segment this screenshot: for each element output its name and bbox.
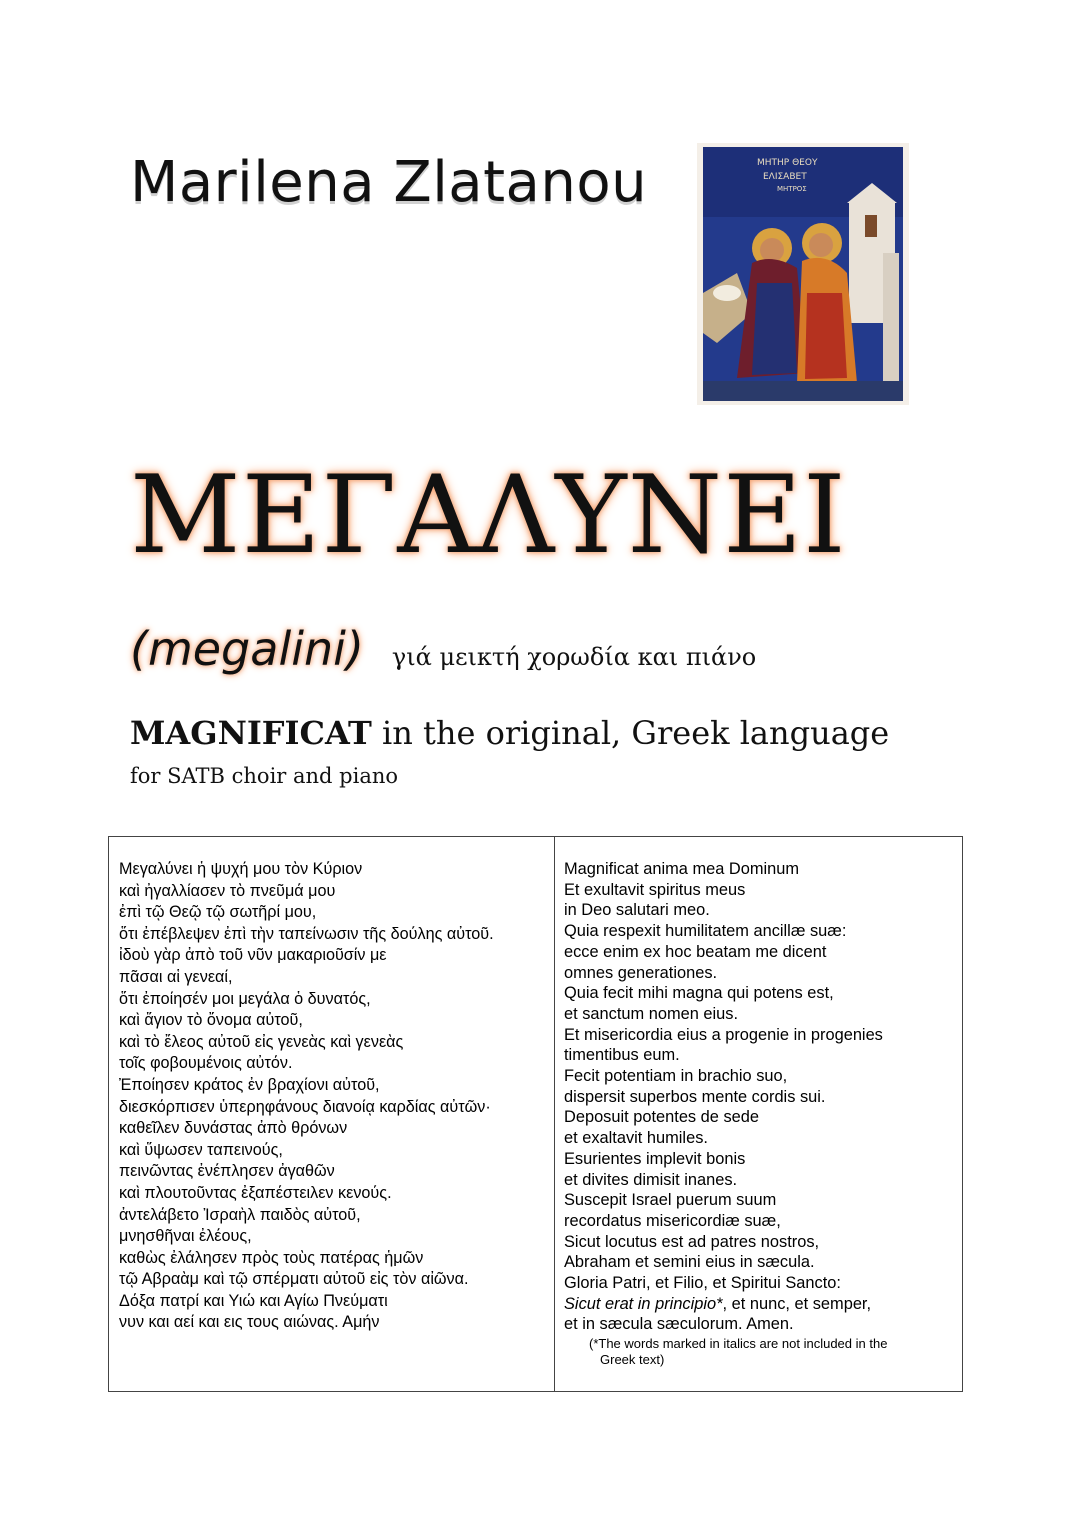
lyrics-table xyxy=(108,836,963,1392)
latin-text-line: Et exultavit spiritus meus xyxy=(564,880,746,899)
greek-text-line: τῷ Αβραὰμ καὶ τῷ σπέρματι αὐτοῦ εἰς τὸν αἰῶνα. xyxy=(119,1270,469,1289)
latin-text-line: Magnificat anima mea Dominum xyxy=(564,860,800,878)
subtitle-transliteration: (megalini) xyxy=(130,622,364,676)
composer-name: Marilena Zlatanou xyxy=(130,150,648,215)
subtitle-row xyxy=(130,622,756,676)
greek-text-line: καὶ πλουτοῦντας ἐξαπέστειλεν κενούς. xyxy=(119,1183,392,1202)
magnificat-bold: MAGNIFICAT xyxy=(130,714,372,752)
svg-text:ΕΛΙΣΑΒΕΤ: ΕΛΙΣΑΒΕΤ xyxy=(763,172,807,182)
greek-text-line: ὅτι ἐποίησέν μοι μεγάλα ὁ δυνατός, xyxy=(119,989,371,1008)
latin-text-line: Sicut locutus est ad patres nostros, xyxy=(564,1232,820,1251)
visitation-icon-image xyxy=(697,143,909,405)
subtitle-greek: γιά μεικτή χορωδία και πιάνο xyxy=(391,643,757,671)
italics-note-line1: (*The words marked in italics are not included in the xyxy=(589,1336,888,1352)
latin-text-line: Esurientes implevit bonis xyxy=(564,1149,746,1168)
latin-italic-rest: , et nunc, et semper, xyxy=(722,1294,872,1313)
greek-text-line: καθεῖλεν δυνάστας ἀπὸ θρόνων xyxy=(119,1119,348,1138)
latin-text-line: Deposuit potentes de sede xyxy=(564,1108,760,1127)
greek-text-line: ἀντελάβετο Ἰσραὴλ παιδὸς αὐτοῦ, xyxy=(119,1205,361,1224)
latin-text-line: et exaltavit humiles. xyxy=(564,1129,708,1148)
latin-text-line: Fecit potentiam in brachio suo, xyxy=(564,1067,788,1086)
latin-text-line: et sanctum nomen eius. xyxy=(564,1004,739,1023)
latin-text-line: Gloria Patri, et Filio, et Spiritui Sancto: xyxy=(564,1274,841,1293)
latin-text-line: timentibus eum. xyxy=(564,1046,680,1065)
latin-text-line: Abraham et semini eius in sæcula. xyxy=(564,1253,815,1272)
latin-text-line: Quia respexit humilitatem ancillæ suæ: xyxy=(564,922,847,941)
greek-text-column xyxy=(109,837,555,1391)
greek-text-line: πᾶσαι αἱ γενεαί, xyxy=(119,967,233,986)
magnificat-heading xyxy=(130,714,889,752)
latin-text-line: recordatus misericordiæ suæ, xyxy=(564,1211,781,1230)
greek-text-line: Δόξα πατρί και Υιώ και Αγίω Πνεύματι xyxy=(119,1291,388,1310)
latin-text-line: dispersit superbos mente cordis sui. xyxy=(564,1087,826,1106)
latin-text-line: Suscepit Israel puerum suum xyxy=(564,1191,777,1210)
italics-note-line2: Greek text) xyxy=(600,1352,665,1368)
svg-text:ΜΗΤΗΡ ΘΕΟΥ: ΜΗΤΗΡ ΘΕΟΥ xyxy=(757,158,818,168)
latin-italic-words: Sicut erat in principio* xyxy=(564,1294,723,1313)
latin-text-line: et divites dimisit inanes. xyxy=(564,1170,738,1189)
greek-text-line: καὶ ὕψωσεν ταπεινούς, xyxy=(119,1140,283,1159)
italics-note xyxy=(589,1336,929,1368)
greek-text-line: ἐπὶ τῷ Θεῷ τῷ σωτῆρί μου, xyxy=(119,903,317,922)
latin-line-italic xyxy=(564,1294,962,1315)
greek-text-line: καθὼς ἐλάλησεν πρὸς τοὺς πατέρας ἡμῶν xyxy=(119,1248,424,1267)
magnificat-rest: in the original, Greek language xyxy=(371,714,890,752)
main-title: ΜΕΓΑΛΥΝΕΙ xyxy=(130,453,847,578)
greek-text-line: Μεγαλύνει ἡ ψυχή μου τὸν Κύριον xyxy=(119,860,363,878)
instrumentation-line: for SATB choir and piano xyxy=(130,764,399,788)
svg-text:ΜΗΤΡΟΣ: ΜΗΤΡΟΣ xyxy=(777,185,807,193)
latin-text-column xyxy=(555,837,962,1391)
greek-text-line: Ἐποίησεν κράτος ἐν βραχίονι αὐτοῦ, xyxy=(119,1075,380,1094)
greek-text-line: ἰδοὺ γὰρ ἀπὸ τοῦ νῦν μακαριοῦσίν με xyxy=(119,946,387,965)
greek-text-line: καὶ τὸ ἔλεος αὐτοῦ εἰς γενεὰς καὶ γενεὰς xyxy=(119,1032,404,1051)
greek-text-line: ὅτι ἐπέβλεψεν ἐπὶ τὴν ταπείνωσιν τῆς δούλης αὐτοῦ. xyxy=(119,924,494,943)
greek-text-line: πεινῶντας ἐνέπλησεν ἀγαθῶν xyxy=(119,1162,335,1181)
latin-text-line: omnes generationes. xyxy=(564,963,718,982)
greek-text-line: διεσκόρπισεν ὑπερηφάνους διανοίᾳ καρδίας αὐτῶν· xyxy=(119,1097,491,1116)
greek-text-line: τοῖς φοβουμένοις αὐτόν. xyxy=(119,1054,293,1073)
latin-text-line: in Deo salutari meo. xyxy=(564,901,710,920)
greek-text-line: καὶ ἅγιον τὸ ὄνομα αὐτοῦ, xyxy=(119,1011,303,1030)
greek-text-line: νυν και αεί και εις τους αιώνας. Αμήν xyxy=(119,1313,380,1332)
latin-text-line: Quia fecit mihi magna qui potens est, xyxy=(564,984,834,1003)
greek-text-line: μνησθῆναι ἐλέους, xyxy=(119,1227,252,1246)
latin-text-line: ecce enim ex hoc beatam me dicent xyxy=(564,942,827,961)
latin-text-line: Et misericordia eius a progenie in progenies xyxy=(564,1025,883,1044)
greek-text-line: καὶ ἠγαλλίασεν τὸ πνεῦμά μου xyxy=(119,881,336,900)
latin-line-final: et in sæcula sæculorum. Amen. xyxy=(564,1315,794,1334)
